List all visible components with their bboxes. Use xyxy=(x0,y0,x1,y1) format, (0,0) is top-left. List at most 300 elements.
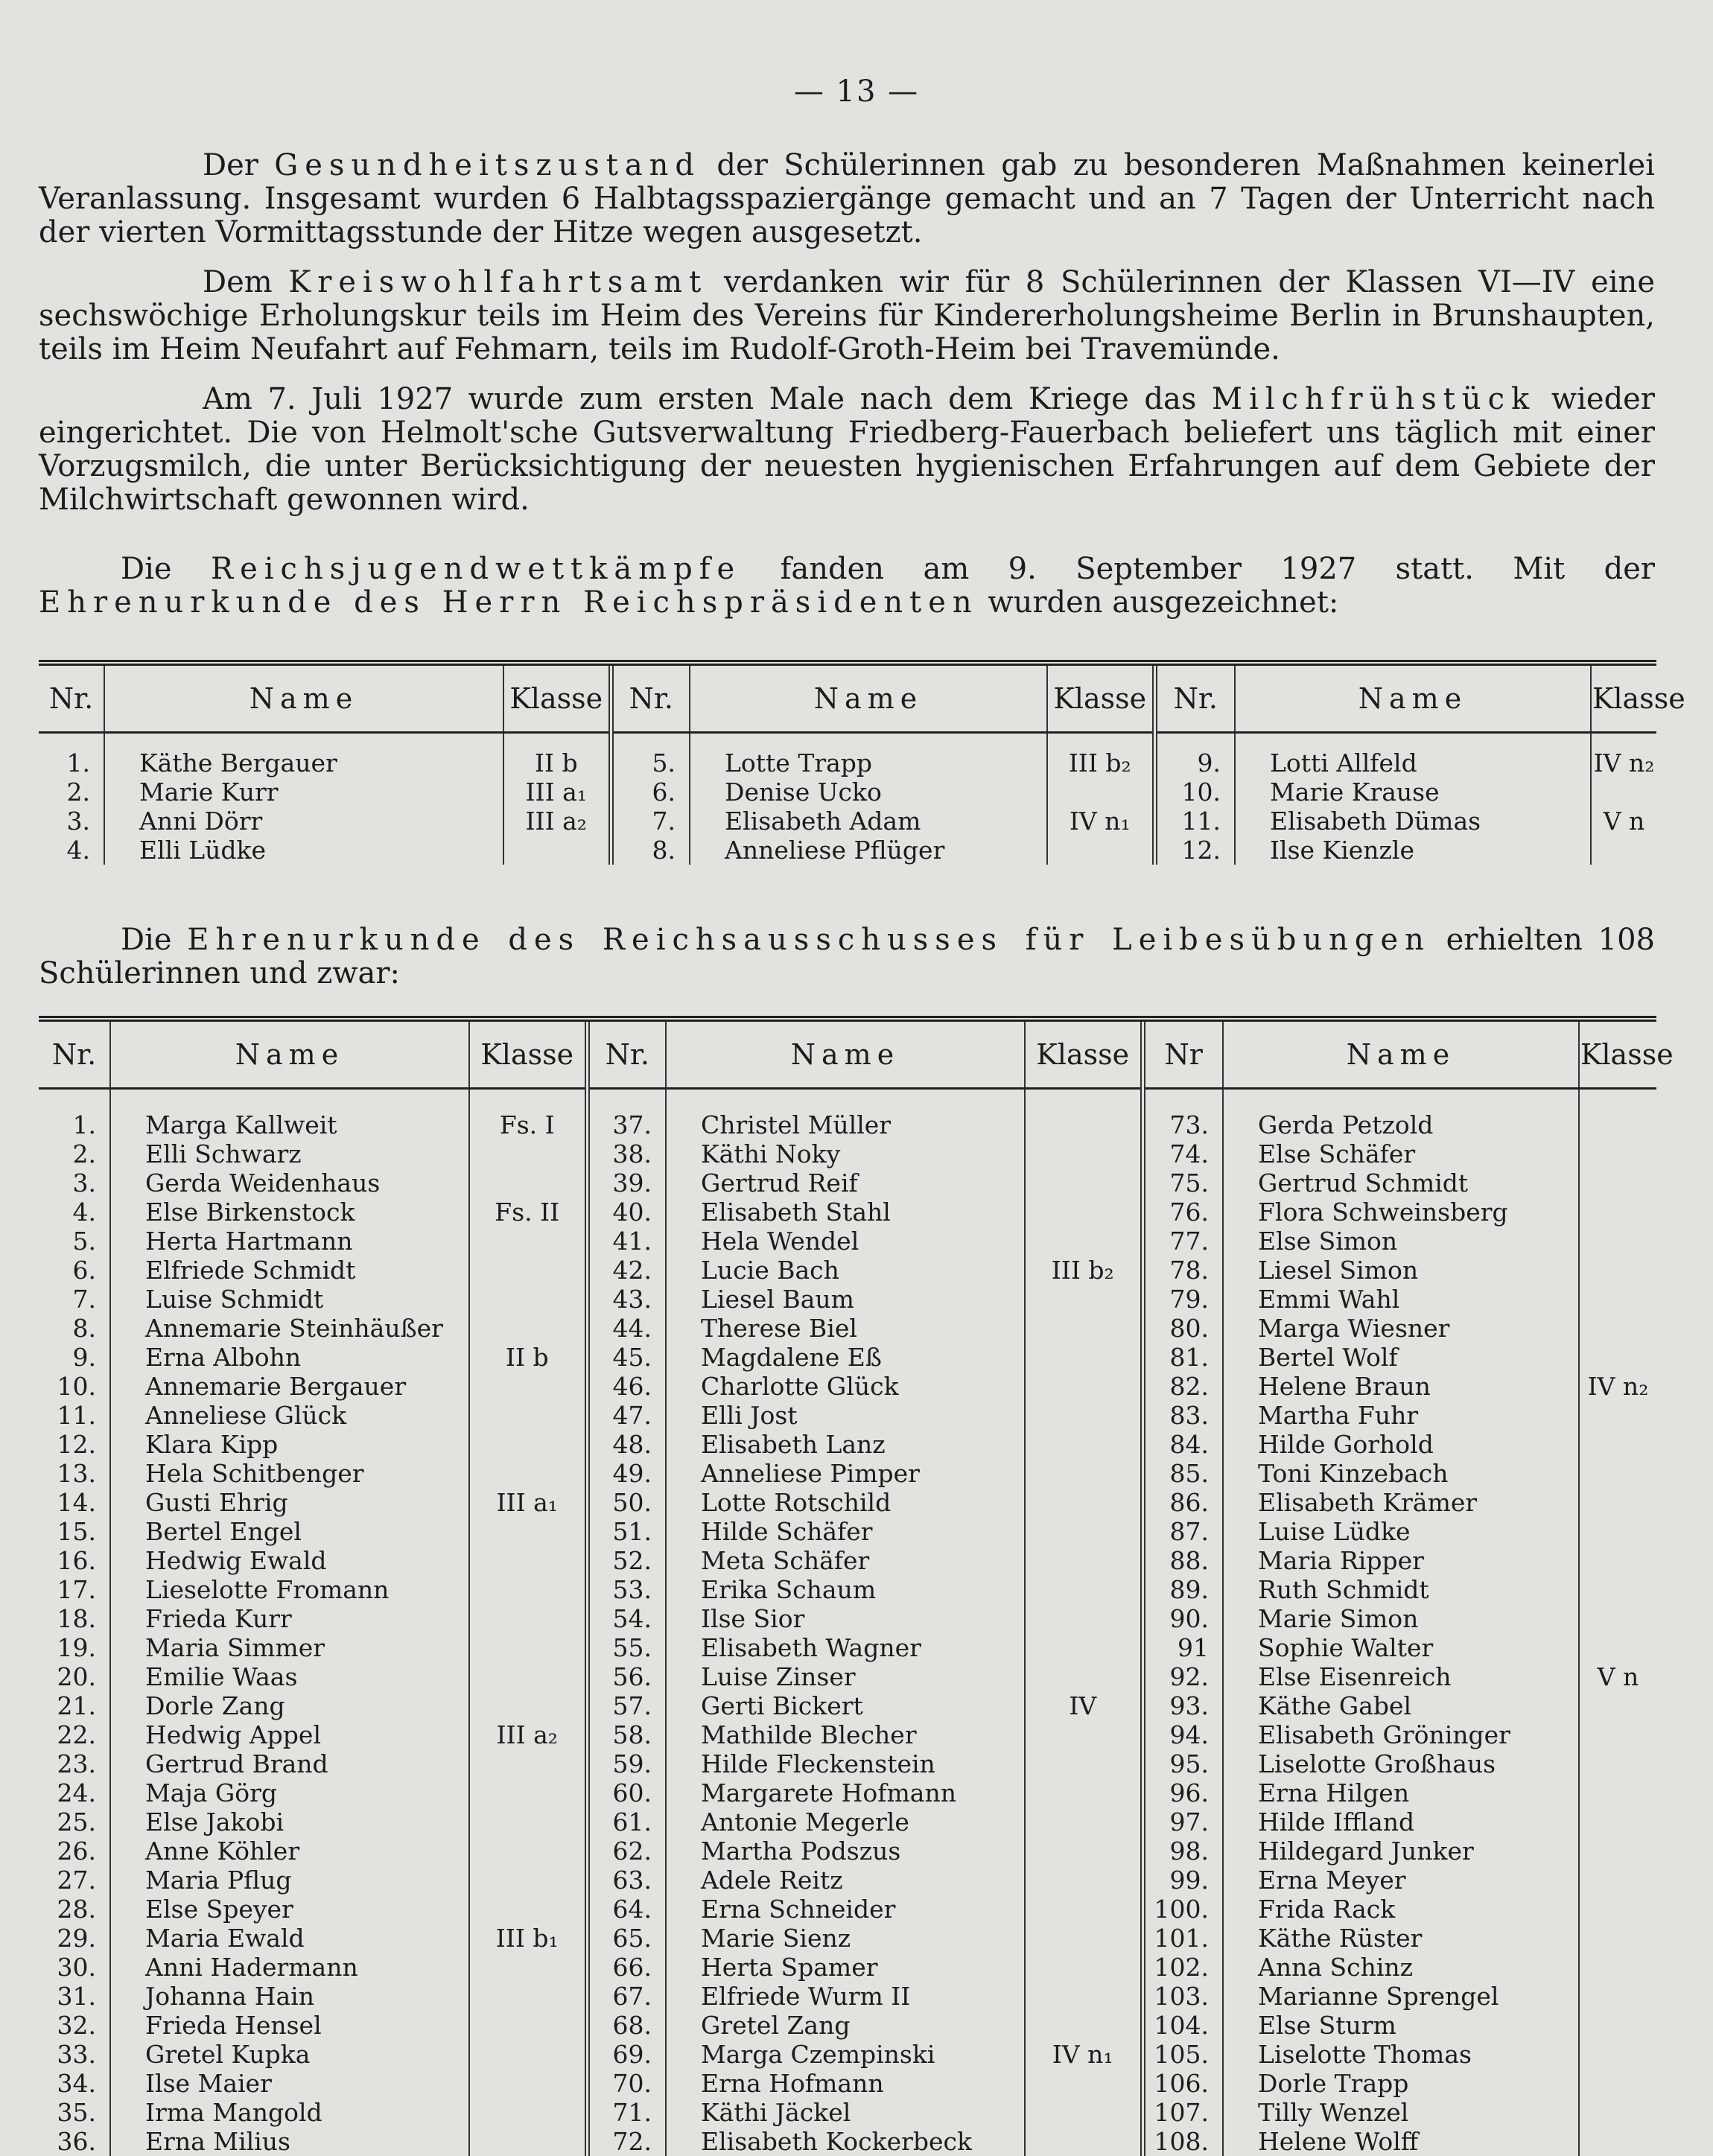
column-header-klasse: Klasse xyxy=(1025,1019,1142,1089)
cell-klasse xyxy=(1579,1198,1656,1227)
cell-nr: 2. xyxy=(39,1139,110,1168)
cell-name: Elisabeth Kockerbeck xyxy=(666,2127,1025,2156)
table-row xyxy=(39,1720,1656,1749)
cell-klasse xyxy=(1591,836,1656,865)
cell-klasse xyxy=(469,1430,587,1459)
cell-name: Elisabeth Krämer xyxy=(1223,1488,1579,1517)
cell-klasse xyxy=(1025,1924,1142,1953)
cell-nr: 28. xyxy=(39,1895,110,1924)
cell-klasse xyxy=(469,1139,587,1168)
table-row xyxy=(39,1227,1656,1256)
cell-name: Liselotte Großhaus xyxy=(1223,1749,1579,1778)
table-row xyxy=(39,1953,1656,1982)
cell-name: Therese Biel xyxy=(666,1314,1025,1343)
cell-nr: 31. xyxy=(39,1982,110,2011)
cell-klasse xyxy=(1579,1837,1656,1866)
cell-klasse xyxy=(1579,1604,1656,1633)
table-row xyxy=(39,1256,1656,1285)
cell-name: Maria Pflug xyxy=(110,1866,469,1895)
cell-klasse xyxy=(469,1372,587,1401)
president-award-table xyxy=(39,660,1685,865)
cell-name: Käthe Bergauer xyxy=(104,733,503,778)
cell-name: Erika Schaum xyxy=(666,1575,1025,1604)
cell-nr: 44. xyxy=(587,1314,666,1343)
cell-name: Käthi Jäckel xyxy=(666,2098,1025,2127)
table-row xyxy=(39,1089,1656,1140)
cell-name: Maja Görg xyxy=(110,1778,469,1807)
cell-klasse: II b xyxy=(469,1343,587,1372)
cell-nr: 93. xyxy=(1142,1691,1223,1720)
cell-name: Elisabeth Dümas xyxy=(1235,807,1591,836)
cell-nr: 3. xyxy=(39,1168,110,1198)
cell-klasse xyxy=(469,2127,587,2156)
cell-nr: 49. xyxy=(587,1459,666,1488)
page-number: — 13 — xyxy=(793,74,920,109)
cell-nr: 96. xyxy=(1142,1778,1223,1807)
cell-nr: 78. xyxy=(1142,1256,1223,1285)
cell-name: Anne Köhler xyxy=(110,1837,469,1866)
cell-nr: 70. xyxy=(587,2069,666,2098)
cell-klasse xyxy=(469,1517,587,1546)
body-text xyxy=(39,149,1655,517)
cell-nr: 100. xyxy=(1142,1895,1223,1924)
cell-klasse xyxy=(469,1807,587,1837)
cell-nr: 91 xyxy=(1142,1633,1223,1662)
cell-nr: 22. xyxy=(39,1720,110,1749)
cell-klasse: III a₂ xyxy=(503,807,611,836)
cell-name: Frieda Hensel xyxy=(110,2011,469,2040)
cell-klasse xyxy=(1025,1198,1142,1227)
cell-name: Else Simon xyxy=(1223,1227,1579,1256)
cell-name: Tilly Wenzel xyxy=(1223,2098,1579,2127)
table-row xyxy=(39,778,1656,807)
table-row xyxy=(39,1517,1656,1546)
cell-name: Lotti Allfeld xyxy=(1235,733,1591,778)
cell-name: Mathilde Blecher xyxy=(666,1720,1025,1749)
cell-nr: 76. xyxy=(1142,1198,1223,1227)
cell-nr: 5. xyxy=(39,1227,110,1256)
cell-klasse: Fs. I xyxy=(469,1089,587,1140)
cell-klasse: III a₂ xyxy=(469,1720,587,1749)
column-header-name: Name xyxy=(690,663,1047,733)
cell-name: Sophie Walter xyxy=(1223,1633,1579,1662)
table-row xyxy=(39,1459,1656,1488)
cell-klasse xyxy=(1025,2011,1142,2040)
cell-name: Gerda Weidenhaus xyxy=(110,1168,469,1198)
table-row xyxy=(39,1575,1656,1604)
table-row xyxy=(39,1372,1656,1401)
cell-nr: 54. xyxy=(587,1604,666,1633)
cell-klasse xyxy=(469,1837,587,1866)
cell-nr: 6. xyxy=(611,778,690,807)
cell-name: Frieda Kurr xyxy=(110,1604,469,1633)
cell-nr: 53. xyxy=(587,1575,666,1604)
cell-klasse xyxy=(469,1285,587,1314)
cell-nr: 38. xyxy=(587,1139,666,1168)
cell-nr: 75. xyxy=(1142,1168,1223,1198)
cell-nr: 79. xyxy=(1142,1285,1223,1314)
cell-name: Marie Sienz xyxy=(666,1924,1025,1953)
column-header-name: Name xyxy=(666,1019,1025,1089)
cell-klasse xyxy=(1579,1866,1656,1895)
cell-klasse xyxy=(1025,1720,1142,1749)
cell-klasse xyxy=(1579,2069,1656,2098)
cell-name: Helene Wolff xyxy=(1223,2127,1579,2156)
cell-klasse xyxy=(1025,1866,1142,1895)
cell-klasse xyxy=(1025,1285,1142,1314)
cell-name: Charlotte Glück xyxy=(666,1372,1025,1401)
cell-name: Ilse Kienzle xyxy=(1235,836,1591,865)
cell-klasse: III a₁ xyxy=(503,778,611,807)
cell-name: Anneliese Glück xyxy=(110,1401,469,1430)
cell-name: Else Speyer xyxy=(110,1895,469,1924)
cell-name: Gertrud Schmidt xyxy=(1223,1168,1579,1198)
cell-name: Hedwig Ewald xyxy=(110,1546,469,1575)
table-row xyxy=(39,733,1656,778)
cell-name: Maria Ripper xyxy=(1223,1546,1579,1575)
cell-name: Gerda Petzold xyxy=(1223,1089,1579,1140)
cell-name: Liselotte Thomas xyxy=(1223,2040,1579,2069)
cell-name: Lotte Rotschild xyxy=(666,1488,1025,1517)
column-header-nr: Nr. xyxy=(39,1019,110,1089)
cell-klasse xyxy=(1025,1227,1142,1256)
cell-klasse xyxy=(1579,1256,1656,1285)
cell-name: Elfriede Schmidt xyxy=(110,1256,469,1285)
cell-name: Else Sturm xyxy=(1223,2011,1579,2040)
cell-nr: 20. xyxy=(39,1662,110,1691)
sport-intro: Die Reichsjugendwettkämpfe fanden am 9. September 1927 statt. Mit der Ehrenurkunde des Herrn Reichspräsidenten wurden ausgezeichnet: xyxy=(39,552,1655,620)
cell-klasse: V n xyxy=(1597,1662,1639,1691)
cell-klasse: III b₁ xyxy=(469,1924,587,1953)
cell-klasse xyxy=(1025,1895,1142,1924)
cell-nr: 84. xyxy=(1142,1430,1223,1459)
cell-nr: 86. xyxy=(1142,1488,1223,1517)
column-header-klasse: Klasse xyxy=(503,663,611,733)
table-row xyxy=(39,1633,1656,1662)
cell-klasse xyxy=(1579,2011,1656,2040)
cell-nr: 16. xyxy=(39,1546,110,1575)
cell-klasse xyxy=(469,1749,587,1778)
cell-nr: 1. xyxy=(39,733,104,778)
cell-nr: 82. xyxy=(1142,1372,1223,1401)
cell-nr: 46. xyxy=(587,1372,666,1401)
cell-klasse xyxy=(1025,2069,1142,2098)
cell-name: Elisabeth Adam xyxy=(690,807,1047,836)
cell-name: Meta Schäfer xyxy=(666,1546,1025,1575)
column-header-name: Name xyxy=(1223,1019,1579,1089)
cell-klasse: IV xyxy=(1025,1691,1142,1720)
cell-name: Marie Simon xyxy=(1223,1604,1579,1633)
cell-nr: 19. xyxy=(39,1633,110,1662)
table-row xyxy=(39,1662,1656,1691)
cell-nr: 1. xyxy=(39,1089,110,1140)
cell-klasse xyxy=(1579,2040,1656,2069)
cell-nr: 24. xyxy=(39,1778,110,1807)
cell-nr: 26. xyxy=(39,1837,110,1866)
cell-klasse xyxy=(469,1401,587,1430)
table-row xyxy=(39,836,1656,865)
cell-name: Elisabeth Wagner xyxy=(666,1633,1025,1662)
cell-klasse xyxy=(1025,1953,1142,1982)
cell-nr: 104. xyxy=(1142,2011,1223,2040)
column-header-nr: Nr. xyxy=(587,1019,666,1089)
cell-nr: 67. xyxy=(587,1982,666,2011)
table-row xyxy=(39,1837,1656,1866)
cell-klasse xyxy=(1579,1546,1656,1575)
cell-klasse xyxy=(1025,1546,1142,1575)
table-row xyxy=(39,1749,1656,1778)
cell-nr: 62. xyxy=(587,1837,666,1866)
cell-nr: 72. xyxy=(587,2127,666,2156)
cell-klasse xyxy=(469,1633,587,1662)
cell-klasse xyxy=(1579,1343,1656,1372)
cell-klasse xyxy=(469,1168,587,1198)
cell-nr: 33. xyxy=(39,2040,110,2069)
cell-name: Hilde Schäfer xyxy=(666,1517,1025,1546)
cell-klasse: IV n₂ xyxy=(1593,748,1655,778)
cell-nr: 60. xyxy=(587,1778,666,1807)
cell-klasse xyxy=(1579,1314,1656,1343)
cell-nr: 10. xyxy=(1154,778,1235,807)
cell-nr: 15. xyxy=(39,1517,110,1546)
cell-klasse xyxy=(1025,1633,1142,1662)
table-row xyxy=(39,1401,1656,1430)
cell-klasse xyxy=(1579,1691,1656,1720)
cell-nr: 4. xyxy=(39,836,104,865)
cell-name: Lotte Trapp xyxy=(690,733,1047,778)
cell-klasse: IV n₁ xyxy=(1047,807,1154,836)
cell-klasse xyxy=(1025,1314,1142,1343)
cell-klasse xyxy=(469,1953,587,1982)
cell-klasse xyxy=(1579,1807,1656,1837)
cell-name: Elli Schwarz xyxy=(110,1139,469,1168)
cell-nr: 13. xyxy=(39,1459,110,1488)
column-header-name: Name xyxy=(110,1019,469,1089)
column-header-nr: Nr xyxy=(1142,1019,1223,1089)
cell-name: Marga Czempinski xyxy=(666,2040,1025,2069)
cell-nr: 99. xyxy=(1142,1866,1223,1895)
cell-klasse xyxy=(1579,1924,1656,1953)
cell-nr: 106. xyxy=(1142,2069,1223,2098)
cell-name: Gretel Zang xyxy=(666,2011,1025,2040)
cell-nr: 25. xyxy=(39,1807,110,1837)
cell-name: Hedwig Appel xyxy=(110,1720,469,1749)
cell-nr: 73. xyxy=(1142,1089,1223,1140)
cell-name: Margarete Hofmann xyxy=(666,1778,1025,1807)
table-row xyxy=(39,1430,1656,1459)
cell-nr: 101. xyxy=(1142,1924,1223,1953)
cell-nr: 92. xyxy=(1142,1662,1223,1691)
cell-klasse xyxy=(1579,1168,1656,1198)
cell-klasse xyxy=(469,1227,587,1256)
cell-name: Dorle Trapp xyxy=(1223,2069,1579,2098)
cell-nr: 2. xyxy=(39,778,104,807)
cell-klasse xyxy=(469,2069,587,2098)
cell-nr: 90. xyxy=(1142,1604,1223,1633)
paragraph-health: Der Gesundheitszustand der Schülerinnen gab zu besonderen Maßnahmen keinerlei Veranlassung. Insgesamt wurden 6 Halbtagsspaziergänge gemacht und an 7 Tagen der Unterricht nach der vierten Vormittagsstunde der Hitze wegen ausgesetzt. xyxy=(39,148,1656,249)
cell-nr: 7. xyxy=(39,1285,110,1314)
cell-name: Käthe Rüster xyxy=(1223,1924,1579,1953)
cell-klasse xyxy=(469,1866,587,1895)
cell-name: Hilde Fleckenstein xyxy=(666,1749,1025,1778)
cell-name: Marie Kurr xyxy=(104,778,503,807)
cell-nr: 77. xyxy=(1142,1227,1223,1256)
cell-name: Elfriede Wurm II xyxy=(666,1982,1025,2011)
cell-name: Martha Fuhr xyxy=(1223,1401,1579,1430)
cell-nr: 81. xyxy=(1142,1343,1223,1372)
cell-klasse xyxy=(469,2011,587,2040)
cell-name: Erna Meyer xyxy=(1223,1866,1579,1895)
table-row xyxy=(39,1198,1656,1227)
cell-klasse xyxy=(469,1982,587,2011)
table-row xyxy=(39,807,1656,836)
cell-klasse xyxy=(1579,1089,1656,1140)
cell-nr: 69. xyxy=(587,2040,666,2069)
column-header-name: Name xyxy=(104,663,503,733)
cell-nr: 32. xyxy=(39,2011,110,2040)
cell-name: Hela Wendel xyxy=(666,1227,1025,1256)
cell-name: Erna Hilgen xyxy=(1223,1778,1579,1807)
cell-nr: 6. xyxy=(39,1256,110,1285)
cell-name: Dorle Zang xyxy=(110,1691,469,1720)
cell-nr: 8. xyxy=(611,836,690,865)
cell-nr: 80. xyxy=(1142,1314,1223,1343)
table-row xyxy=(39,1924,1656,1953)
cell-nr: 74. xyxy=(1142,1139,1223,1168)
cell-klasse xyxy=(1579,1285,1656,1314)
cell-name: Erna Albohn xyxy=(110,1343,469,1372)
cell-klasse xyxy=(1579,1488,1656,1517)
cell-klasse xyxy=(1579,1459,1656,1488)
cell-nr: 98. xyxy=(1142,1837,1223,1866)
header-row xyxy=(39,663,1656,733)
cell-name: Ilse Maier xyxy=(110,2069,469,2098)
cell-name: Hilde Iffland xyxy=(1223,1807,1579,1837)
cell-nr: 107. xyxy=(1142,2098,1223,2127)
cell-nr: 29. xyxy=(39,1924,110,1953)
table-row xyxy=(39,1982,1656,2011)
cell-klasse xyxy=(1579,1778,1656,1807)
cell-name: Gertrud Brand xyxy=(110,1749,469,1778)
table-row xyxy=(39,2098,1656,2127)
cell-name: Christel Müller xyxy=(666,1089,1025,1140)
cell-nr: 34. xyxy=(39,2069,110,2098)
cell-klasse xyxy=(1025,1488,1142,1517)
cell-nr: 7. xyxy=(611,807,690,836)
cell-name: Erna Hofmann xyxy=(666,2069,1025,2098)
cell-nr: 94. xyxy=(1142,1720,1223,1749)
cell-name: Elisabeth Lanz xyxy=(666,1430,1025,1459)
cell-name: Käthi Noky xyxy=(666,1139,1025,1168)
cell-klasse xyxy=(1579,1430,1656,1459)
cell-klasse xyxy=(1579,1227,1656,1256)
cell-nr: 30. xyxy=(39,1953,110,1982)
cell-klasse xyxy=(1025,1459,1142,1488)
cell-klasse xyxy=(469,1459,587,1488)
cell-nr: 97. xyxy=(1142,1807,1223,1837)
column-header-klasse: Klasse xyxy=(469,1019,587,1089)
cell-name: Maria Simmer xyxy=(110,1633,469,1662)
cell-klasse xyxy=(1025,1343,1142,1372)
cell-klasse xyxy=(1579,1982,1656,2011)
table-row xyxy=(39,1168,1656,1198)
cell-name: Hilde Gorhold xyxy=(1223,1430,1579,1459)
cell-klasse: III b₂ xyxy=(1025,1256,1142,1285)
cell-nr: 57. xyxy=(587,1691,666,1720)
cell-name: Anni Hadermann xyxy=(110,1953,469,1982)
cell-name: Anna Schinz xyxy=(1223,1953,1579,1982)
cell-nr: 61. xyxy=(587,1807,666,1837)
cell-klasse xyxy=(1579,1139,1656,1168)
cell-nr: 23. xyxy=(39,1749,110,1778)
cell-klasse xyxy=(469,1314,587,1343)
cell-nr: 95. xyxy=(1142,1749,1223,1778)
cell-name: Ilse Sior xyxy=(666,1604,1025,1633)
cell-name: Marianne Sprengel xyxy=(1223,1982,1579,2011)
cell-klasse: II b xyxy=(503,733,611,778)
cell-name: Else Schäfer xyxy=(1223,1139,1579,1168)
cell-nr: 12. xyxy=(1154,836,1235,865)
cell-klasse xyxy=(1025,1604,1142,1633)
column-header-name: Name xyxy=(1235,663,1591,733)
cell-name: Klara Kipp xyxy=(110,1430,469,1459)
cell-nr: 10. xyxy=(39,1372,110,1401)
table-row xyxy=(39,1691,1656,1720)
cell-name: Else Birkenstock xyxy=(110,1198,469,1227)
cell-klasse xyxy=(469,1691,587,1720)
cell-klasse xyxy=(469,1575,587,1604)
cell-name: Bertel Engel xyxy=(110,1517,469,1546)
cell-klasse xyxy=(1025,1517,1142,1546)
cell-name: Else Jakobi xyxy=(110,1807,469,1837)
cell-klasse xyxy=(1025,1168,1142,1198)
cell-name: Bertel Wolf xyxy=(1223,1343,1579,1372)
cell-name: Flora Schweinsberg xyxy=(1223,1198,1579,1227)
cell-nr: 71. xyxy=(587,2098,666,2127)
cell-klasse xyxy=(1025,1837,1142,1866)
cell-nr: 103. xyxy=(1142,1982,1223,2011)
cell-klasse xyxy=(1025,1749,1142,1778)
cell-klasse xyxy=(1025,1778,1142,1807)
cell-nr: 41. xyxy=(587,1227,666,1256)
cell-klasse xyxy=(1025,1372,1142,1401)
cell-klasse xyxy=(1025,1982,1142,2011)
reich-award-table xyxy=(39,1016,1674,2156)
cell-klasse xyxy=(1025,1089,1142,1140)
cell-name: Liesel Baum xyxy=(666,1285,1025,1314)
cell-name: Hela Schitbenger xyxy=(110,1459,469,1488)
header-row xyxy=(39,1019,1656,1089)
cell-klasse xyxy=(469,2098,587,2127)
cell-klasse xyxy=(1025,1401,1142,1430)
cell-klasse xyxy=(469,2040,587,2069)
cell-klasse xyxy=(503,836,611,865)
cell-nr: 9. xyxy=(39,1343,110,1372)
cell-name: Annemarie Bergauer xyxy=(110,1372,469,1401)
column-header-nr: Nr. xyxy=(1154,663,1235,733)
table-row xyxy=(39,1895,1656,1924)
cell-name: Denise Ucko xyxy=(690,778,1047,807)
cell-klasse xyxy=(1025,2127,1142,2156)
cell-nr: 39. xyxy=(587,1168,666,1198)
cell-name: Martha Podszus xyxy=(666,1837,1025,1866)
cell-name: Gertrud Reif xyxy=(666,1168,1025,1198)
cell-klasse xyxy=(1579,1720,1656,1749)
cell-klasse: IV n₁ xyxy=(1025,2040,1142,2069)
cell-nr: 89. xyxy=(1142,1575,1223,1604)
cell-klasse xyxy=(469,1778,587,1807)
cell-nr: 37. xyxy=(587,1089,666,1140)
